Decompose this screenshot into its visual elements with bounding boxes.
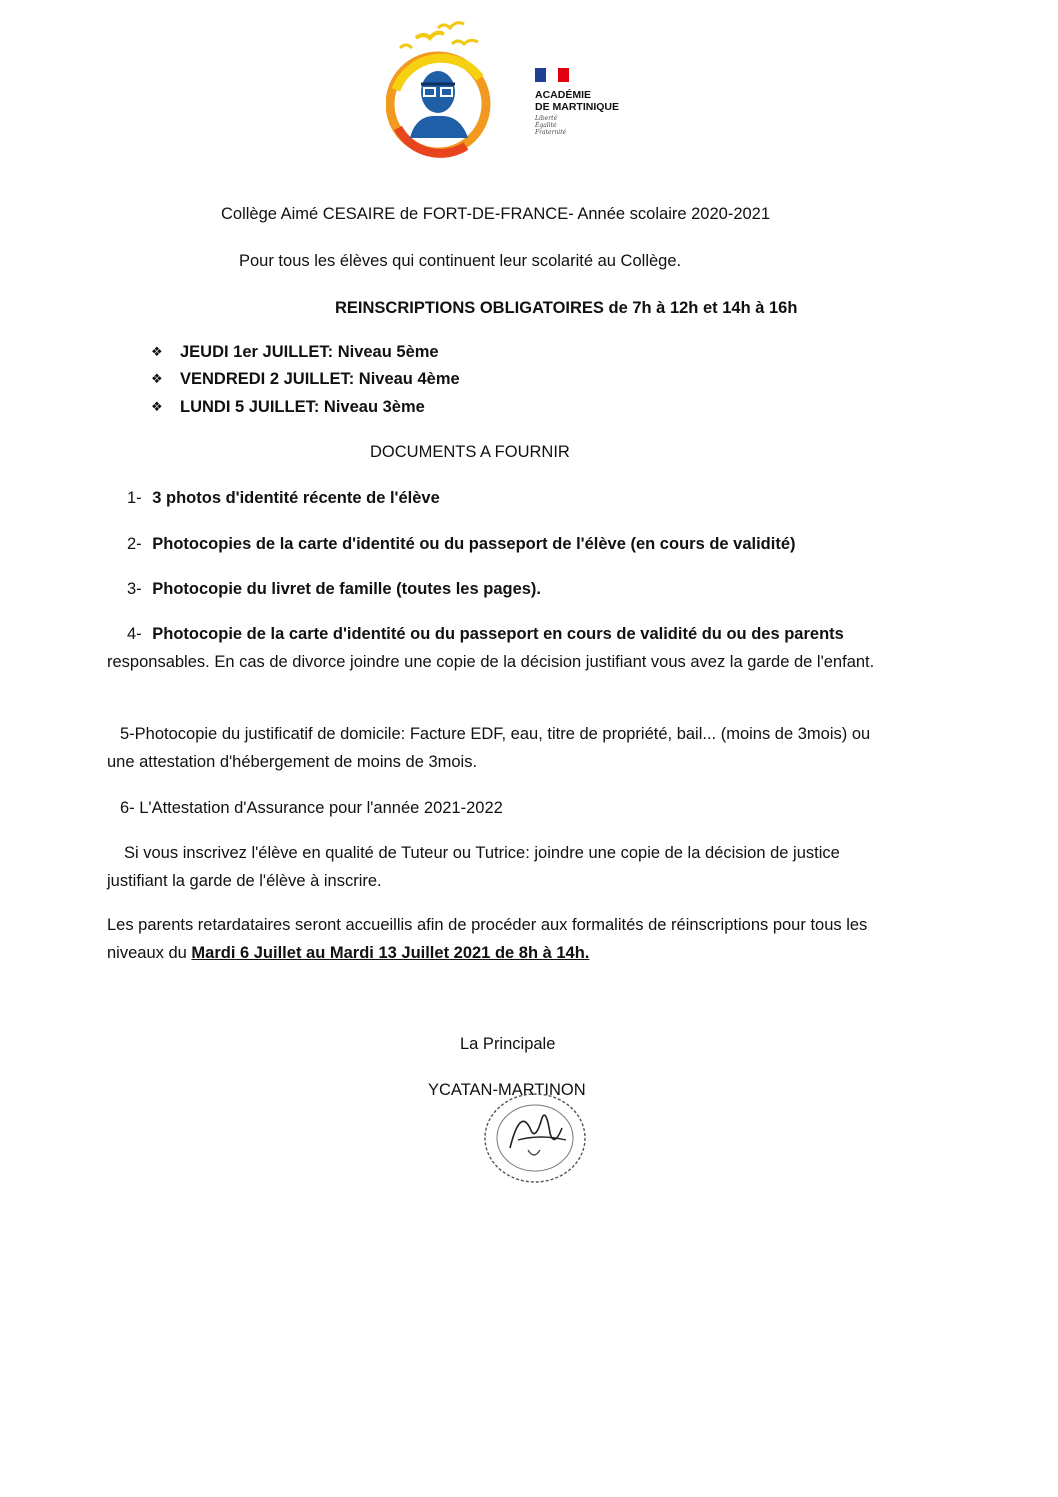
late-parents-text: Les parents retardataires seront accueillis afin de procéder aux formalités de réinscriptions pour tous les niveaux du: [107, 916, 868, 962]
doc-5-text: 5-Photocopie du justificatif de domicile: Facture EDF, eau, titre de propriété, bail... (moins de 3mois) ou une attestation d'hébergement de moins de 3mois.: [107, 725, 871, 771]
motto-fraternite: Fraternité: [535, 129, 567, 136]
academie-name-line1: ACADÉMIE: [535, 89, 592, 101]
tutor-note: [107, 839, 887, 895]
official-stamp: [480, 1088, 590, 1188]
signature-name: YCATAN-MARTINON: [428, 1081, 586, 1099]
doc-3-text: Photocopie du livret de famille (toutes les pages).: [152, 580, 542, 598]
page-title: Collège Aimé CESAIRE de FORT-DE-FRANCE- Année scolaire 2020-2021: [221, 205, 771, 223]
documents-heading: DOCUMENTS A FOURNIR: [370, 443, 570, 461]
reinscription-heading: REINSCRIPTIONS OBLIGATOIRES de 7h à 12h et 14h à 16h: [335, 299, 798, 317]
doc-4-bold-text: Photocopie de la carte d'identité ou du passeport en cours de validité du ou des parents: [152, 625, 844, 643]
tutor-note-text: Si vous inscrivez l'élève en qualité de Tuteur ou Tutrice: joindre une copie de la décision de justice justifiant la garde de l'élève à inscrire.: [107, 844, 840, 890]
diamond-bullet-icon: ❖: [151, 344, 163, 359]
doc-2: [127, 534, 796, 554]
doc-2-number: 2-: [127, 535, 142, 553]
doc-4: [107, 620, 887, 676]
doc-5: [107, 720, 887, 776]
diamond-bullet-icon: ❖: [151, 399, 163, 414]
doc-6-text: 6- L'Attestation d'Assurance pour l'année 2021-2022: [120, 799, 503, 817]
signature-role: La Principale: [460, 1035, 556, 1053]
motto-egalite: Égalité: [535, 122, 557, 129]
academie-motto: [535, 115, 645, 136]
date-item-3eme: LUNDI 5 JUILLET: Niveau 3ème: [180, 398, 425, 416]
diamond-bullet-icon: ❖: [151, 371, 163, 386]
doc-1-number: 1-: [127, 489, 142, 507]
academie-name-line2: DE MARTINIQUE: [535, 101, 619, 113]
marianne-flag-icon: [535, 68, 569, 82]
doc-3-number: 3-: [127, 580, 142, 598]
date-item-4eme: VENDREDI 2 JUILLET: Niveau 4ème: [180, 370, 460, 388]
late-parents-dates: Mardi 6 Juillet au Mardi 13 Juillet 2021 de 8h à 14h.: [191, 944, 590, 962]
doc-2-text: Photocopies de la carte d'identité ou du passeport de l'élève (en cours de validité): [152, 535, 796, 553]
late-parents-note: [107, 911, 897, 967]
doc-1-text: 3 photos d'identité récente de l'élève: [152, 489, 440, 507]
date-item-5eme: JEUDI 1er JUILLET: Niveau 5ème: [180, 343, 439, 361]
doc-4-number: 4-: [127, 625, 142, 643]
doc-3: [127, 579, 541, 599]
doc-4-rest-text: responsables. En cas de divorce joindre une copie de la décision justifiant vous avez la garde de l'enfant.: [107, 653, 875, 671]
doc-1: [127, 488, 440, 508]
academie-logo: [535, 68, 645, 138]
motto-liberte: Liberté: [535, 115, 558, 122]
page-subtitle: Pour tous les élèves qui continuent leur scolarité au Collège.: [239, 252, 682, 270]
school-logo: [386, 18, 496, 158]
doc-6: [120, 798, 503, 818]
